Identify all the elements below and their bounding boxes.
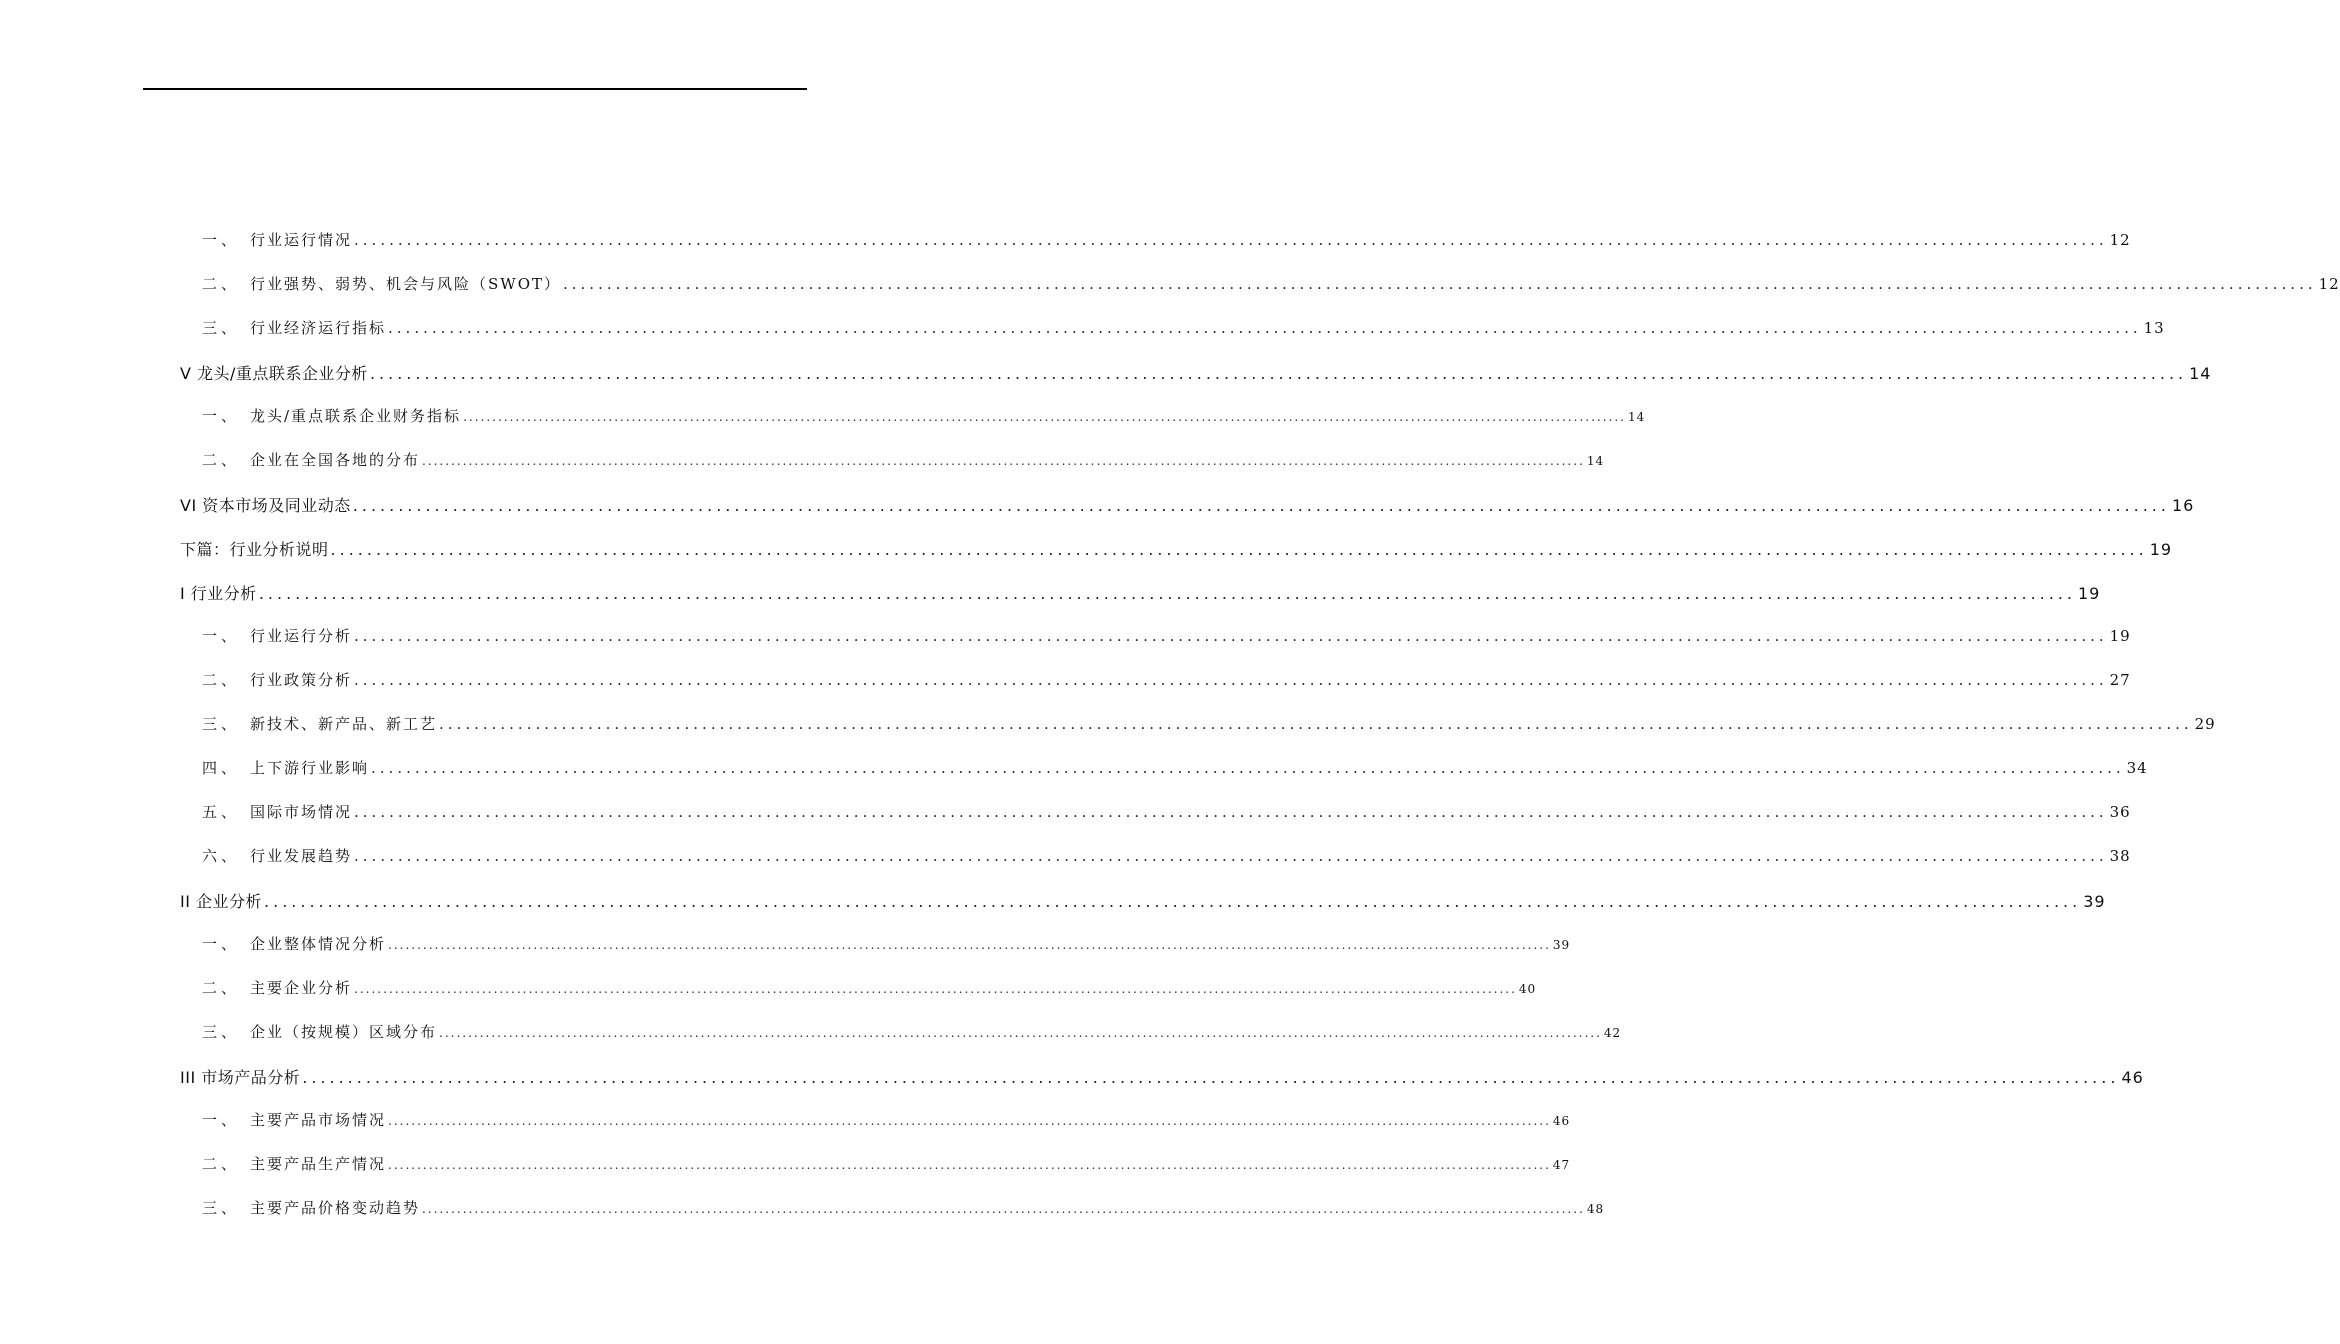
toc-entry-title: 上下游行业影响 (250, 759, 370, 777)
toc-entry-page: 46 (2121, 1068, 2144, 1087)
toc-entry[interactable] (180, 659, 2131, 703)
toc-entry-title: 龙头/重点联系企业财务指标 (250, 407, 462, 425)
toc-entry-title: 新技术、新产品、新工艺 (250, 715, 438, 733)
toc-entry-number: 一、 (202, 627, 241, 645)
toc-entry-number: 三、 (202, 715, 241, 733)
toc-leader-dots: ........................................................................................................................................................................................................ (258, 584, 2076, 603)
toc-entry[interactable] (180, 923, 1571, 967)
toc-entry-page: 39 (2083, 892, 2106, 911)
toc-entry-page: 29 (2194, 715, 2216, 733)
toc-entry-title: 行业强势、弱势、机会与风险（SWOT） (250, 275, 561, 293)
toc-entry-title: 主要产品市场情况 (250, 1111, 387, 1129)
toc-leader-dots: ........................................................................................................................................................................................................ (563, 275, 2317, 293)
toc-entry[interactable] (180, 791, 2131, 835)
toc-entry-page: 47 (1552, 1158, 1571, 1172)
toc-entry-page: 13 (2143, 319, 2165, 337)
toc-entry[interactable] (180, 439, 1605, 483)
toc-entry-page: 12 (2109, 231, 2131, 249)
toc-leader-dots: ........................................................................................................................................................................................................ (354, 231, 2108, 249)
toc-entry[interactable] (180, 747, 2148, 791)
toc-leader-dots: ........................................................................................................................................................................................................ (354, 847, 2108, 865)
toc-entry-title: 企业在全国各地的分布 (250, 451, 421, 469)
toc-entry[interactable] (180, 835, 2131, 879)
toc-entry-title: II 企业分析 (180, 892, 263, 911)
toc-entry[interactable] (180, 879, 2106, 923)
toc-entry-page: 12 (2318, 275, 2340, 293)
toc-entry-page: 19 (2078, 584, 2101, 603)
toc-entry[interactable] (180, 219, 2131, 263)
toc-entry[interactable] (180, 615, 2131, 659)
toc-leader-dots: ........................................................................................................................................................................................................ (422, 454, 1585, 468)
toc-entry[interactable] (180, 263, 2340, 307)
toc-entry-page: 40 (1518, 982, 1537, 996)
toc-entry-page: 48 (1586, 1202, 1605, 1216)
toc-entry-page: 16 (2171, 496, 2195, 515)
toc-leader-dots: ........................................................................................................................................................................................................ (369, 364, 2188, 383)
toc-entry-number: 二、 (202, 671, 241, 689)
toc-entry[interactable] (180, 351, 2212, 395)
toc-entry[interactable] (180, 1143, 1571, 1187)
toc-entry-title: VI 资本市场及同业动态 (180, 496, 351, 515)
toc-leader-dots: ........................................................................................................................................................................................................ (302, 1068, 2120, 1087)
toc-entry-number: 六、 (202, 847, 241, 865)
toc-entry-title: 行业运行分析 (250, 627, 353, 645)
toc-leader-dots: ........................................................................................................................................................................................................ (354, 803, 2108, 821)
toc-leader-dots: ........................................................................................................................................................................................................ (352, 496, 2170, 515)
toc-entry-page: 46 (1552, 1114, 1571, 1128)
toc-entry-number: 二、 (202, 1155, 241, 1173)
toc-entry-page: 19 (2149, 540, 2173, 559)
toc-entry-number: 三、 (202, 1199, 241, 1217)
toc-entry[interactable] (180, 395, 1646, 439)
toc-entry-number: 二、 (202, 979, 241, 997)
toc-leader-dots: ........................................................................................................................................................................................................ (388, 1114, 1551, 1128)
toc-entry-page: 14 (1586, 454, 1605, 468)
toc-entry[interactable] (180, 1011, 1622, 1055)
toc-entry-number: 一、 (202, 935, 241, 953)
toc-entry-page: 34 (2126, 759, 2148, 777)
table-of-contents (180, 219, 2340, 1231)
toc-entry-page: 39 (1552, 938, 1571, 952)
toc-entry-number: 三、 (202, 319, 241, 337)
toc-entry[interactable] (180, 527, 2173, 571)
toc-entry-number: 五、 (202, 803, 241, 821)
toc-leader-dots: ........................................................................................................................................................................................................ (422, 1202, 1585, 1216)
toc-entry-title: 行业经济运行指标 (250, 319, 387, 337)
toc-entry-title: 主要产品价格变动趋势 (250, 1199, 421, 1217)
toc-leader-dots: ........................................................................................................................................................................................................ (439, 715, 2193, 733)
toc-leader-dots: ........................................................................................................................................................................................................ (330, 540, 2148, 559)
toc-entry-page: 14 (1627, 410, 1646, 424)
toc-entry[interactable] (180, 483, 2195, 527)
toc-entry-title: 企业整体情况分析 (250, 935, 387, 953)
toc-entry-page: 36 (2109, 803, 2131, 821)
toc-leader-dots: ........................................................................................................................................................................................................ (371, 759, 2125, 777)
toc-entry[interactable] (180, 967, 1537, 1011)
toc-entry-title: I 行业分析 (180, 584, 257, 603)
toc-entry[interactable] (180, 703, 2216, 747)
toc-leader-dots: ........................................................................................................................................................................................................ (354, 627, 2108, 645)
toc-leader-dots: ........................................................................................................................................................................................................ (264, 892, 2082, 911)
toc-entry-title: 主要企业分析 (250, 979, 353, 997)
toc-entry-page: 42 (1603, 1026, 1622, 1040)
toc-entry-number: 一、 (202, 407, 241, 425)
toc-entry-title: 行业运行情况 (250, 231, 353, 249)
toc-entry-number: 二、 (202, 451, 241, 469)
toc-entry-number: 四、 (202, 759, 241, 777)
toc-entry-number: 一、 (202, 231, 241, 249)
header-rule (143, 88, 807, 90)
toc-leader-dots: ........................................................................................................................................................................................................ (354, 671, 2108, 689)
toc-leader-dots: ........................................................................................................................................................................................................ (388, 1158, 1551, 1172)
toc-entry-title: 行业发展趋势 (250, 847, 353, 865)
toc-entry-page: 19 (2109, 627, 2131, 645)
toc-entry-title: 下篇：行业分析说明 (180, 540, 329, 559)
toc-leader-dots: ........................................................................................................................................................................................................ (439, 1026, 1602, 1040)
toc-entry-page: 38 (2109, 847, 2131, 865)
toc-entry-page: 27 (2109, 671, 2131, 689)
toc-entry[interactable] (180, 571, 2101, 615)
toc-entry-title: 主要产品生产情况 (250, 1155, 387, 1173)
toc-entry[interactable] (180, 1055, 2144, 1099)
toc-entry[interactable] (180, 1187, 1605, 1231)
toc-leader-dots: ........................................................................................................................................................................................................ (388, 938, 1551, 952)
toc-entry-title: 企业（按规模）区域分布 (250, 1023, 438, 1041)
toc-leader-dots: ........................................................................................................................................................................................................ (354, 982, 1517, 996)
toc-entry-number: 一、 (202, 1111, 241, 1129)
toc-entry-title: 国际市场情况 (250, 803, 353, 821)
toc-leader-dots: ........................................................................................................................................................................................................ (463, 410, 1626, 424)
toc-entry-page: 14 (2189, 364, 2212, 383)
toc-entry-title: 行业政策分析 (250, 671, 353, 689)
toc-entry-title: V 龙头/重点联系企业分析 (180, 364, 368, 383)
toc-entry-number: 二、 (202, 275, 241, 293)
toc-leader-dots: ........................................................................................................................................................................................................ (388, 319, 2142, 337)
toc-entry[interactable] (180, 1099, 1571, 1143)
toc-entry[interactable] (180, 307, 2165, 351)
toc-entry-title: III 市场产品分析 (180, 1068, 301, 1087)
toc-entry-number: 三、 (202, 1023, 241, 1041)
